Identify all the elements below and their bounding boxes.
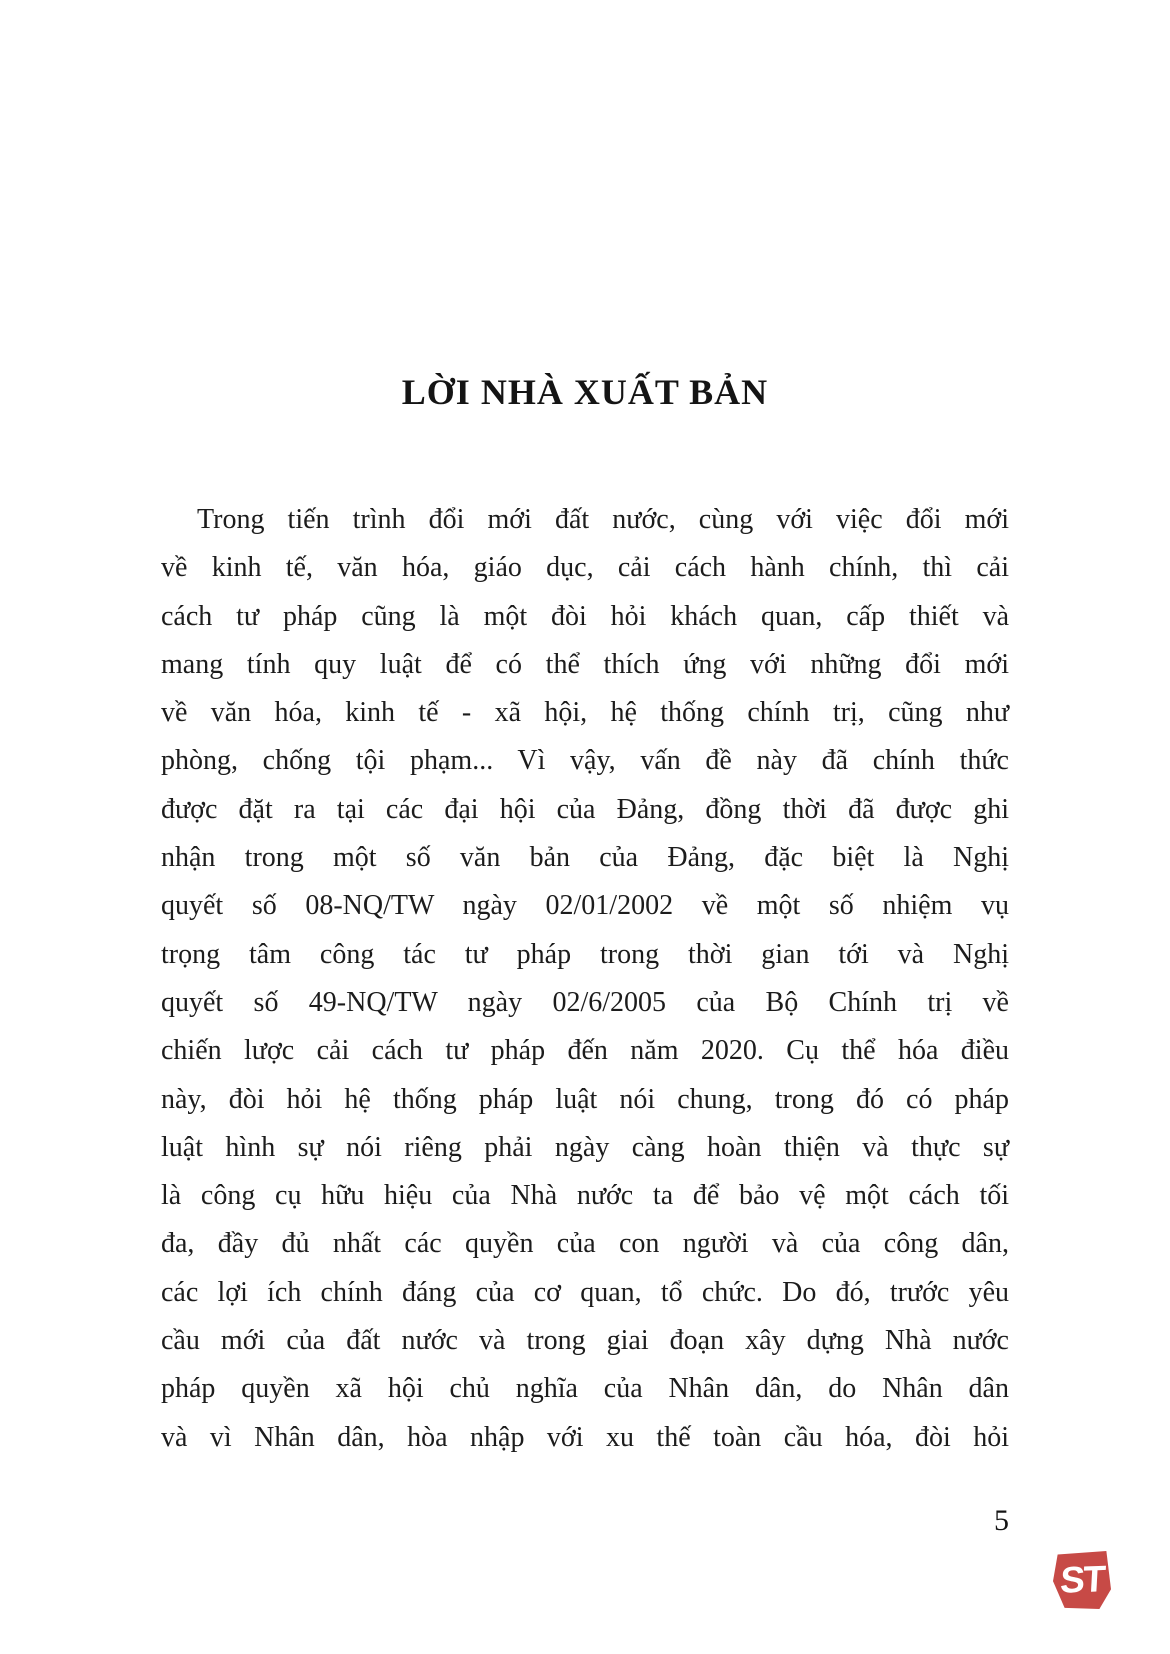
paragraph-line: quyết số 49-NQ/TW ngày 02/6/2005 của Bộ Chính trị về xyxy=(161,986,1009,1018)
paragraph-line: chiến lược cải cách tư pháp đến năm 2020. Cụ thể hóa điều xyxy=(161,1035,1009,1067)
paragraph-line: về kinh tế, văn hóa, giáo dục, cải cách hành chính, thì cải xyxy=(161,552,1009,584)
publisher-logo xyxy=(1053,1551,1111,1609)
paragraph-line: cầu mới của đất nước và trong giai đoạn xây dựng Nhà nước xyxy=(161,1325,1009,1357)
paragraph-line: này, đòi hỏi hệ thống pháp luật nói chung, trong đó có pháp xyxy=(161,1083,1009,1115)
paragraph-line: đa, đầy đủ nhất các quyền của con người và của công dân, xyxy=(161,1228,1009,1260)
page-title: LỜI NHÀ XUẤT BẢN xyxy=(401,372,769,412)
paragraph-line: quyết số 08-NQ/TW ngày 02/01/2002 về một số nhiệm vụ xyxy=(161,890,1009,922)
paragraph-line: về văn hóa, kinh tế - xã hội, hệ thống chính trị, cũng như xyxy=(161,697,1009,729)
paragraph-line: là công cụ hữu hiệu của Nhà nước ta để bảo vệ một cách tối xyxy=(161,1180,1009,1212)
paragraph-line: mang tính quy luật để có thể thích ứng với những đổi mới xyxy=(161,648,1009,680)
page-number: 5 xyxy=(994,1504,1009,1537)
paragraph-line: và vì Nhân dân, hòa nhập với xu thế toàn cầu hóa, đòi hỏi xyxy=(161,1421,1009,1453)
paragraph-line: các lợi ích chính đáng của cơ quan, tổ chức. Do đó, trước yêu xyxy=(161,1276,1009,1308)
paragraph-line: phòng, chống tội phạm... Vì vậy, vấn đề này đã chính thức xyxy=(161,745,1009,777)
paragraph-line: trọng tâm công tác tư pháp trong thời gian tới và Nghị xyxy=(161,938,1009,970)
paragraph-line: pháp quyền xã hội chủ nghĩa của Nhân dân, do Nhân dân xyxy=(161,1373,1009,1405)
foreword-paragraph xyxy=(161,496,1009,1462)
paragraph-line: được đặt ra tại các đại hội của Đảng, đồng thời đã được ghi xyxy=(161,793,1009,825)
paragraph-line: luật hình sự nói riêng phải ngày càng hoàn thiện và thực sự xyxy=(161,1131,1009,1163)
paragraph-line: nhận trong một số văn bản của Đảng, đặc biệt là Nghị xyxy=(161,842,1009,874)
paragraph-line: Trong tiến trình đổi mới đất nước, cùng với việc đổi mới xyxy=(197,504,1009,535)
paragraph-line: cách tư pháp cũng là một đòi hỏi khách quan, cấp thiết và xyxy=(161,600,1009,632)
publisher-logo-text: ST xyxy=(1059,1558,1105,1601)
